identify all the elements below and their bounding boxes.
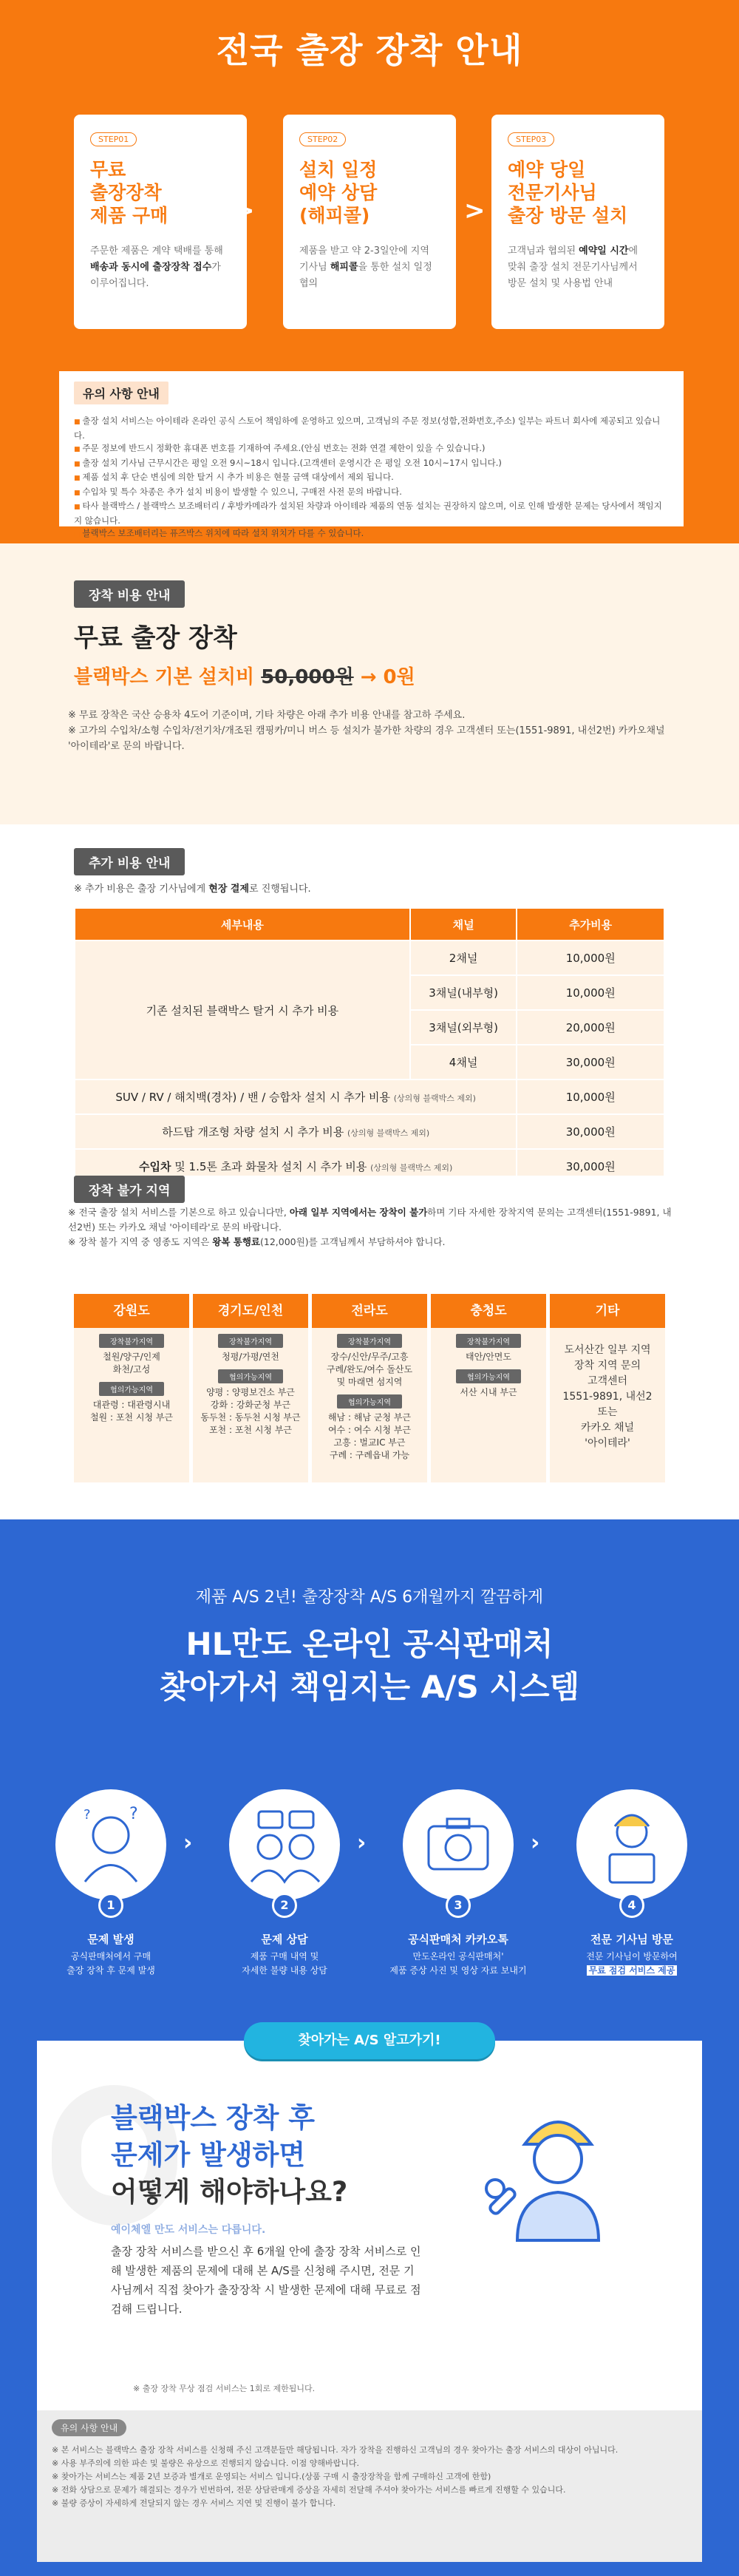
- region-label: 장착불가지역: [99, 1334, 164, 1348]
- technician-icon: [576, 1789, 687, 1900]
- table-cell: 10,000원: [517, 940, 664, 975]
- step-card-1: [74, 115, 247, 329]
- as-notice-item: ※ 본 서비스는 블랙박스 출장 장착 서비스를 신청해 주신 고객분들만 해당됩니다. 자가 장착을 진행하신 고객님의 경우 찾아가는 출장 서비스의 대상이 아닙니다.: [52, 2444, 687, 2457]
- region-card-etc: [550, 1294, 665, 1482]
- cost-note: ※ 무료 장착은 국산 승용차 4도어 기준이며, 기타 차량은 아래 추가 비용 안내를 참고하 주세요.: [68, 708, 674, 723]
- extra-cost-table: [74, 907, 665, 1184]
- table-cell: 3채널(내부형): [410, 975, 517, 1010]
- region-text: 해남 : 해남 군청 부근 여수 : 여수 시청 부근 고흥 : 벌교IC 부근 구례 : 구례읍내 가능: [327, 1412, 412, 1460]
- region-label: 장착불가지역: [218, 1334, 283, 1348]
- as-system-section: [0, 1519, 739, 2576]
- table-cell: 4채널: [410, 1045, 517, 1079]
- faq-subtitle: 예이체엘 만도 서비스는 다릅니다.: [111, 2224, 266, 2236]
- region-card-gangwon: [74, 1294, 189, 1482]
- as-step-title: 전문 기사님 방문: [590, 1933, 673, 1946]
- as-notice-label: 유의 사항 안내: [52, 2419, 126, 2436]
- step-number: 3: [446, 1893, 471, 1918]
- region-card-jeolla: [312, 1294, 427, 1482]
- as-headline: HL만도 온라인 공식판매처 찾아가서 책임지는 A/S 시스템: [159, 1626, 580, 1705]
- table-cell: 10,000원: [517, 1079, 664, 1114]
- table-header: 채널: [410, 908, 517, 940]
- region-card-gyeonggi: [193, 1294, 308, 1482]
- step-badge: STEP03: [508, 132, 554, 146]
- step-number: 4: [619, 1893, 644, 1918]
- step-number: 1: [98, 1893, 123, 1918]
- as-step-desc: 전문 기사님이 방문하여 무료 점검 서비스 제공: [586, 1951, 678, 1976]
- table-cell: 20,000원: [517, 1010, 664, 1045]
- table-cell: 30,000원: [517, 1114, 664, 1149]
- unavailable-note: ※ 장착 불가 지역 중 영종도 지역은 왕복 통행료(12,000원)를 고객님께서 부담하셔야 합니다.: [68, 1235, 674, 1250]
- as-step-title: 문제 발생: [87, 1933, 134, 1946]
- table-row: [75, 1114, 664, 1149]
- cost-note: ※ 고가의 수입차/소형 수입차/전기차/개조된 캠핑카/미니 버스 등 설치가 불가한 차량의 경우 고객센터 또는(1551-9891, 내선2번) 카카오채널 '아이테라'로 문의 바랍니다.: [68, 723, 674, 754]
- region-label: 협의가능지역: [456, 1369, 521, 1383]
- table-cell: 2채널: [410, 940, 517, 975]
- table-header: 세부내용: [75, 908, 410, 940]
- unavailable-label: 장착 불가 지역: [74, 1176, 185, 1203]
- as-step-title: 공식판매처 카카오톡: [408, 1933, 508, 1946]
- region-text: 태안/안면도: [465, 1352, 511, 1362]
- region-text: 서산 시내 부근: [460, 1387, 517, 1397]
- faq-title: 블랙박스 장착 후 문제가 발생하면 어떻게 해야하나요?: [111, 2102, 348, 2208]
- step-badge: STEP01: [90, 132, 137, 146]
- notice-box: [59, 371, 684, 538]
- notice-item: ■ 출장 설치 서비스는 아이테라 온라인 공식 스토어 책임하에 운영하고 있으며, 고객님의 주문 정보(성함,전화번호,주소) 일부는 파트너 회사에 제공되고 있습니다.: [74, 415, 669, 442]
- notice-item: ■ 블랙박스 보조배터리는 퓨즈박스 위치에 따라 설치 위치가 다를 수 있습니다.: [74, 527, 669, 542]
- step-desc: 주문한 제품은 계약 택배를 통해 배송과 동시에 출장장착 접수가 이루어집니다.: [90, 245, 223, 289]
- notice-item: ■ 타사 블랙박스 / 블랙박스 보조배터리 / 후방카메라가 설치된 차량과 아이테라 제품의 연동 설치는 권장하지 않으며, 이로 인해 발생한 문제는 당사에서 책임지지 않습니다.: [74, 500, 669, 527]
- table-header-row: [75, 908, 664, 940]
- cost-notes: [68, 708, 674, 754]
- chevron-right-icon: ›: [183, 1830, 193, 1856]
- table-cell: 30,000원: [517, 1045, 664, 1079]
- as-step-desc: 공식판매처에서 구매 출장 장착 후 문제 발생: [67, 1951, 155, 1976]
- region-text: 철원/양구/인제 화천/고성: [103, 1352, 160, 1375]
- region-name: 충청도: [431, 1294, 546, 1328]
- region-text: 청평/가평/연천: [222, 1352, 279, 1362]
- step-badge: STEP02: [299, 132, 346, 146]
- region-text: 대관령 : 대관령시내 철원 : 포천 시청 부근: [89, 1400, 174, 1423]
- step-desc: 제품을 받고 약 2-3일안에 지역 기사님 해피콜을 통한 설치 일정 협의: [299, 245, 432, 289]
- notice-item: ■ 제품 설치 후 단순 변심에 의한 탈거 시 추가 비용은 현물 금액 대상에서 제외 됩니다.: [74, 471, 669, 486]
- chevron-right-icon: ›: [357, 1830, 367, 1856]
- unavailable-region-section: [0, 1176, 739, 1505]
- region-label: 협의가능지역: [337, 1394, 402, 1409]
- step-title: 예약 당일 전문기사님 출장 방문 설치: [508, 159, 628, 226]
- table-cell: 3채널(외부형): [410, 1010, 517, 1045]
- as-notice-item: ※ 사용 부주의에 의한 파손 및 불량은 유상으로 진행되지 않습니다. 이점 양해바랍니다.: [52, 2457, 687, 2470]
- unavailable-note: ※ 전국 출장 설치 서비스를 기본으로 하고 있습니다만, 아래 일부 지역에서는 장착이 불가하며 기타 자세한 장착지역 문의는 고객센터(1551-9891, 내선2번) 또는 카카오 채널 '아이테라'로 문의 바랍니다.: [68, 1205, 674, 1235]
- install-cost-section: [0, 543, 739, 824]
- as-step-desc: 만도온라인 공식판매처' 제품 증상 사진 및 영상 자료 보내기: [389, 1951, 527, 1976]
- camera-icon: [403, 1789, 514, 1900]
- region-label: 장착불가지역: [337, 1334, 402, 1348]
- install-price-line: 블랙박스 기본 설치비 50,000원 → 0원: [74, 666, 415, 688]
- step-card-3: [491, 115, 664, 329]
- step-card-2: [283, 115, 456, 329]
- chevron-right-icon: >: [464, 196, 486, 226]
- svg-text:?: ?: [84, 1807, 91, 1823]
- step-title: 무료 출장장착 제품 구매: [90, 159, 168, 226]
- step-desc: 고객님과 협의된 예약일 시간에 맞춰 출장 설치 전문기사님께서 방문 설치 및 사용법 안내: [508, 245, 638, 289]
- faq-note: ※ 출장 장착 무상 점검 서비스는 1회로 제한됩니다.: [133, 2384, 316, 2393]
- extra-label: 추가 비용 안내: [74, 848, 185, 875]
- as-notice-item: ※ 찾아가는 서비스는 제품 2년 보증과 별개로 운영되는 서비스 입니다.(상품 구매 시 출장장착을 함께 구매하신 고객에 한함): [52, 2470, 687, 2484]
- region-label: 장착불가지역: [456, 1334, 521, 1348]
- notice-item: ■ 주문 정보에 반드시 정확한 휴대폰 번호를 기재하여 주세요.(안심 번호는 전화 연결 제한이 있을 수 있습니다.): [74, 442, 669, 457]
- as-step-desc: 제품 구매 내역 및 자세한 불량 내용 상담: [242, 1951, 327, 1976]
- cost-label: 장착 비용 안내: [74, 580, 185, 608]
- as-notice-item: ※ 불량 증상이 자세하게 전달되지 않는 경우 서비스 지연 및 진행이 불가 합니다.: [52, 2497, 687, 2510]
- as-notice-box: [37, 2410, 702, 2562]
- notice-item: ■ 수입차 및 특수 차종은 추가 설치 비용이 발생할 수 있으니, 구매전 사전 문의 바랍니다.: [74, 486, 669, 501]
- notice-label: 유의 사항 안내: [74, 382, 168, 404]
- region-name: 전라도: [312, 1294, 427, 1328]
- step-title: 설치 일정 예약 상담 (해피콜): [299, 159, 378, 226]
- table-row: [75, 940, 664, 975]
- region-text: 도서산간 일부 지역 장착 지역 문의 고객센터 1551-9891, 내선2 또는 카카오 채널 '아이테라': [562, 1344, 653, 1449]
- table-cell: 기존 설치된 블랙박스 탈거 시 추가 비용: [75, 940, 410, 1079]
- faq-body: 출장 장착 서비스를 받으신 후 6개월 안에 출장 장착 서비스로 인해 발생한 제품의 문제에 대해 본 A/S를 신청해 주시면, 전문 기사님께서 직접 찾아가 출장장착 시 발생한 문제에 대해 무료로 점검해 드립니다.: [111, 2245, 421, 2316]
- extra-note: ※ 추가 비용은 출장 기사님에게 현장 결제로 진행됩니다.: [74, 884, 311, 895]
- table-cell: 30,000원: [517, 1149, 664, 1184]
- region-label: 협의가능지역: [218, 1369, 283, 1383]
- region-name: 기타: [550, 1294, 665, 1328]
- table-row: [75, 1079, 664, 1114]
- region-text: 장수/신안/무주/고흥 구례/완도/여수 돌산도 및 마래면 섬지역: [326, 1352, 413, 1387]
- region-card-chungcheong: [431, 1294, 546, 1482]
- thinking-person-icon: [55, 1789, 166, 1900]
- extra-cost-section: [0, 824, 739, 1209]
- chevron-right-icon: ›: [531, 1830, 540, 1856]
- page-title: 전국 출장 장착 안내: [216, 30, 523, 70]
- chevron-right-icon: >: [234, 196, 255, 226]
- as-notice-item: ※ 전화 상담으로 문제가 해결되는 경우가 빈번하여, 전문 상담판매게 증상을 자세히 전달해 주셔야 찾아가는 서비스를 빠르게 진행할 수 있습니다.: [52, 2484, 687, 2497]
- region-name: 강원도: [74, 1294, 189, 1328]
- as-notice-list: [52, 2444, 687, 2510]
- as-headline-small: 제품 A/S 2년! 출장장착 A/S 6개월까지 깔끔하게: [195, 1588, 544, 1607]
- table-cell: 하드탑 개조형 차량 설치 시 추가 비용 (상의형 블랙박스 제외): [75, 1114, 517, 1149]
- free-install-title: 무료 출장 장착: [74, 623, 237, 653]
- region-label: 협의가능지역: [99, 1382, 164, 1396]
- table-cell: 수입차 및 1.5톤 초과 화물차 설치 시 추가 비용 (상의형 블랙박스 제외): [75, 1149, 517, 1184]
- repair-technician-icon: [473, 2085, 643, 2255]
- as-guide-pill: 찾아가는 A/S 알고가기!: [244, 2022, 495, 2059]
- as-step-title: 문제 상담: [261, 1933, 308, 1946]
- table-cell: 10,000원: [517, 975, 664, 1010]
- step-number: 2: [272, 1893, 297, 1918]
- consult-people-icon: [229, 1789, 340, 1900]
- notice-item: ■ 출장 설치 기사님 근무시간은 평일 오전 9시~18시 입니다.(고객센터 운영시간 은 평일 오전 10시~17시 입니다.): [74, 457, 669, 472]
- table-header: 추가비용: [517, 908, 664, 940]
- notice-list: [74, 415, 669, 556]
- region-text: 양평 : 양평보건소 부근 강화 : 강화군청 부근 동두천 : 동두천 시청 부근 포천 : 포천 시청 부근: [200, 1387, 301, 1435]
- as-faq-card: [37, 2041, 702, 2410]
- svg-text:?: ?: [129, 1805, 138, 1823]
- install-guide-section: [0, 0, 739, 543]
- unavailable-notes: [68, 1205, 674, 1250]
- table-cell: SUV / RV / 해치백(경차) / 밴 / 승합차 설치 시 추가 비용 (상의형 블랙박스 제외): [75, 1079, 517, 1114]
- region-name: 경기도/인천: [193, 1294, 308, 1328]
